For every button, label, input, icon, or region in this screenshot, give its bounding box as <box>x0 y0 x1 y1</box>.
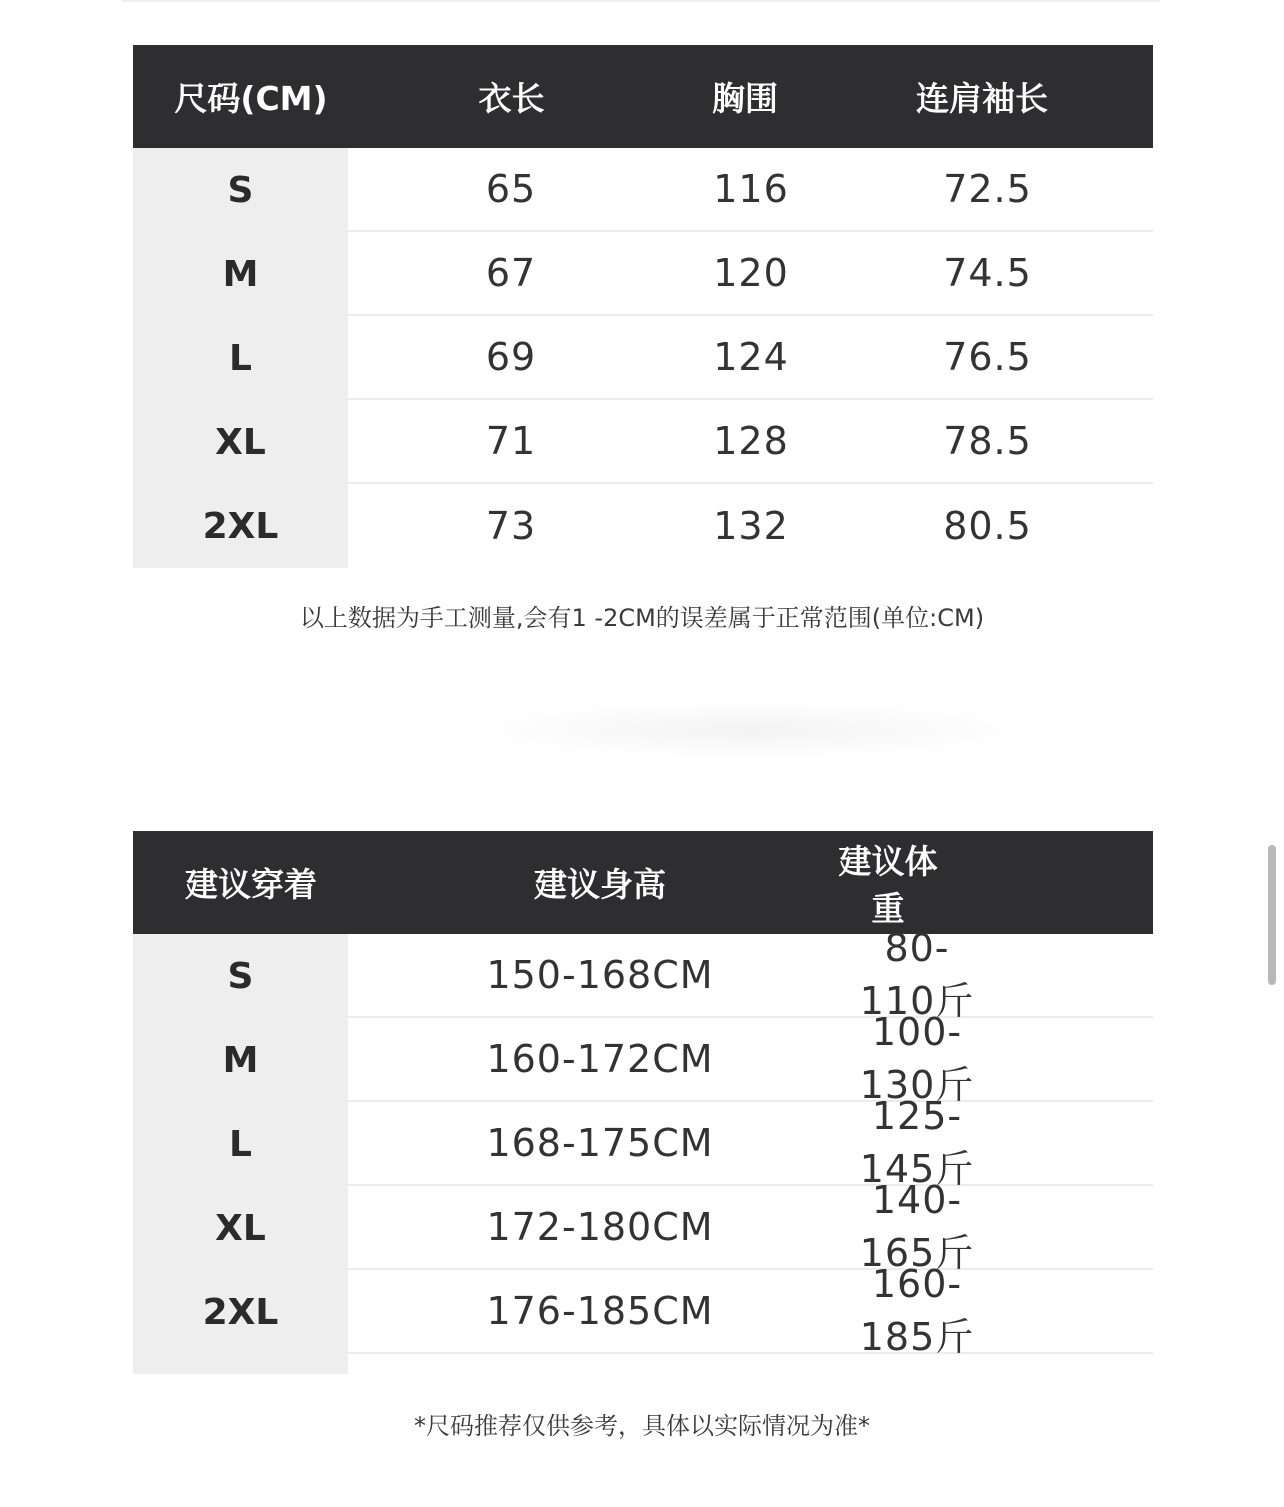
weight-value: 100-130斤 <box>859 1009 975 1107</box>
length-value: 65 <box>485 167 537 211</box>
size-label: S <box>133 148 348 232</box>
size-label: S <box>133 934 348 1018</box>
scrollbar-thumb[interactable] <box>1268 845 1276 985</box>
height-value: 150-168CM <box>486 953 714 997</box>
size-label: L <box>133 1102 348 1186</box>
chest-value: 132 <box>713 504 789 548</box>
weight-value: 160-185斤 <box>859 1261 975 1359</box>
table-row <box>133 925 1153 1023</box>
header-recommended-height: 建议身高 <box>534 865 666 904</box>
header-sleeve: 连肩袖长 <box>916 79 1048 118</box>
length-value: 73 <box>485 504 537 548</box>
size-label: M <box>133 232 348 316</box>
sleeve-value: 78.5 <box>943 419 1032 463</box>
size-label: XL <box>133 400 348 484</box>
value-area-tail <box>348 1354 1153 1374</box>
table-row <box>133 1261 1153 1359</box>
table-row <box>133 316 1153 400</box>
faded-watermark <box>460 700 1040 760</box>
header-recommended-size: 建议穿着 <box>185 865 317 904</box>
header-recommended-weight: 建议体重 <box>838 841 938 928</box>
weight-value: 125-145斤 <box>859 1093 975 1191</box>
top-divider <box>122 0 1160 2</box>
sleeve-value: 80.5 <box>943 504 1032 548</box>
length-value: 69 <box>485 335 537 379</box>
recommendation-table <box>133 831 1153 1374</box>
table-row <box>133 400 1153 484</box>
chest-value: 116 <box>713 167 789 211</box>
table-row <box>133 1093 1153 1191</box>
chest-value: 120 <box>713 251 789 295</box>
table-row <box>133 148 1153 232</box>
measurement-note: 以上数据为手工测量,会有1 -2CM的误差属于正常范围(单位:CM) <box>299 604 985 632</box>
size-column-tail <box>133 1354 348 1374</box>
table-row <box>133 1177 1153 1275</box>
height-value: 176-185CM <box>486 1289 714 1333</box>
header-size: 尺码(CM) <box>174 79 328 118</box>
table-row <box>133 1009 1153 1107</box>
chest-value: 124 <box>713 335 789 379</box>
length-value: 71 <box>485 419 537 463</box>
table-row <box>133 484 1153 568</box>
height-value: 168-175CM <box>486 1121 714 1165</box>
sleeve-value: 72.5 <box>943 167 1032 211</box>
recommendation-note: *尺码推荐仅供参考，具体以实际情况为准* <box>414 1412 870 1440</box>
table-row <box>133 232 1153 316</box>
size-label: XL <box>133 1186 348 1270</box>
measurements-header-row <box>133 45 1153 148</box>
header-chest: 胸围 <box>712 79 778 118</box>
size-label: L <box>133 316 348 400</box>
bottom-edge <box>0 1500 1284 1507</box>
header-length: 衣长 <box>478 79 545 118</box>
weight-value: 80-110斤 <box>859 925 975 1023</box>
weight-value: 140-165斤 <box>859 1177 975 1275</box>
recommendation-header-row <box>133 831 1153 934</box>
size-label: 2XL <box>133 484 348 568</box>
height-value: 172-180CM <box>486 1205 714 1249</box>
chest-value: 128 <box>713 419 789 463</box>
sleeve-value: 76.5 <box>943 335 1032 379</box>
table-spacer-row <box>133 1354 1153 1374</box>
height-value: 160-172CM <box>486 1037 714 1081</box>
size-label: M <box>133 1018 348 1102</box>
size-label: 2XL <box>133 1270 348 1354</box>
measurements-table <box>133 45 1153 568</box>
length-value: 67 <box>485 251 537 295</box>
sleeve-value: 74.5 <box>943 251 1032 295</box>
